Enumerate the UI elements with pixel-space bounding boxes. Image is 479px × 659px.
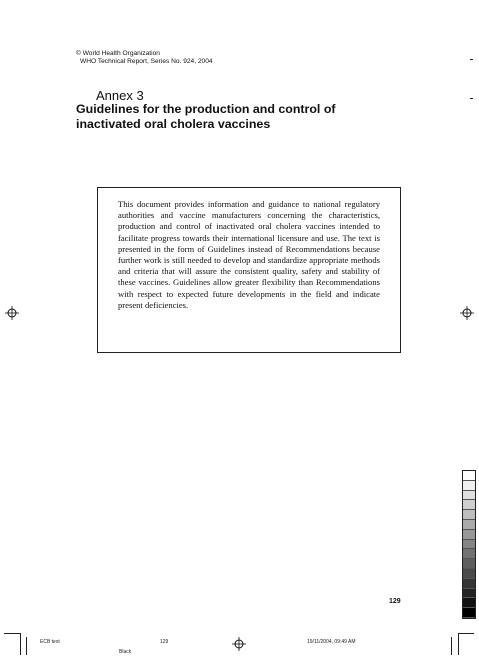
- gray-swatch: [463, 549, 475, 559]
- abstract-text: This document provides information and guidance to national regulatory authorities and vaccine manufacturers concerning the characteristics, production and control of inactivated oral cholera vaccines intended to facilitate progress towards their international licensure and use. The text is presented in the form of Guidelines instead of Recommendations because further work is still needed to develop and standardize appropriate methods and criteria that will assure the consistent quality, safety and stability of these vaccines. Guidelines allow greater flexibility than Recommendations with respect to expected future developments in the field and indicate present deficiencies.: [118, 199, 380, 310]
- document-title: Guidelines for the production and control of inactivated oral cholera vaccines: [76, 102, 336, 131]
- footer-file-label: ECB text: [40, 639, 60, 645]
- registration-mark-icon: [232, 637, 246, 651]
- gray-swatch: [463, 540, 475, 550]
- crop-tick: [470, 98, 473, 99]
- crop-mark: [26, 637, 27, 655]
- annex-label: Annex 3: [96, 88, 144, 103]
- registration-mark-icon: [5, 306, 19, 320]
- gray-scale-strip: [462, 470, 476, 619]
- crop-mark: [458, 633, 474, 634]
- gray-swatch: [463, 608, 475, 618]
- crop-tick: [470, 59, 473, 60]
- crop-mark: [20, 633, 21, 655]
- footer-plate: Black: [119, 649, 132, 655]
- gray-swatch: [463, 598, 475, 608]
- crop-mark: [458, 633, 459, 655]
- gray-swatch: [463, 559, 475, 569]
- gray-swatch: [463, 510, 475, 520]
- page-number: 129: [389, 598, 401, 605]
- crop-mark: [4, 633, 20, 634]
- gray-swatch: [463, 569, 475, 579]
- gray-swatch: [463, 471, 475, 481]
- footer-timestamp: 19/11/2004, 09:49 AM: [307, 639, 356, 645]
- gray-swatch: [463, 579, 475, 589]
- gray-swatch: [463, 481, 475, 491]
- footer-page: 129: [160, 639, 169, 645]
- gray-swatch: [463, 530, 475, 540]
- gray-swatch: [463, 520, 475, 530]
- abstract-box: [97, 187, 401, 353]
- gray-swatch: [463, 491, 475, 501]
- crop-mark: [451, 637, 452, 655]
- copyright-notice: [76, 50, 213, 66]
- gray-swatch: [463, 500, 475, 510]
- copyright-line-2: WHO Technical Report, Series No. 924, 2004: [80, 58, 213, 66]
- copyright-line-1: © World Health Organization: [76, 50, 160, 57]
- registration-mark-icon: [460, 306, 474, 320]
- gray-swatch: [463, 589, 475, 599]
